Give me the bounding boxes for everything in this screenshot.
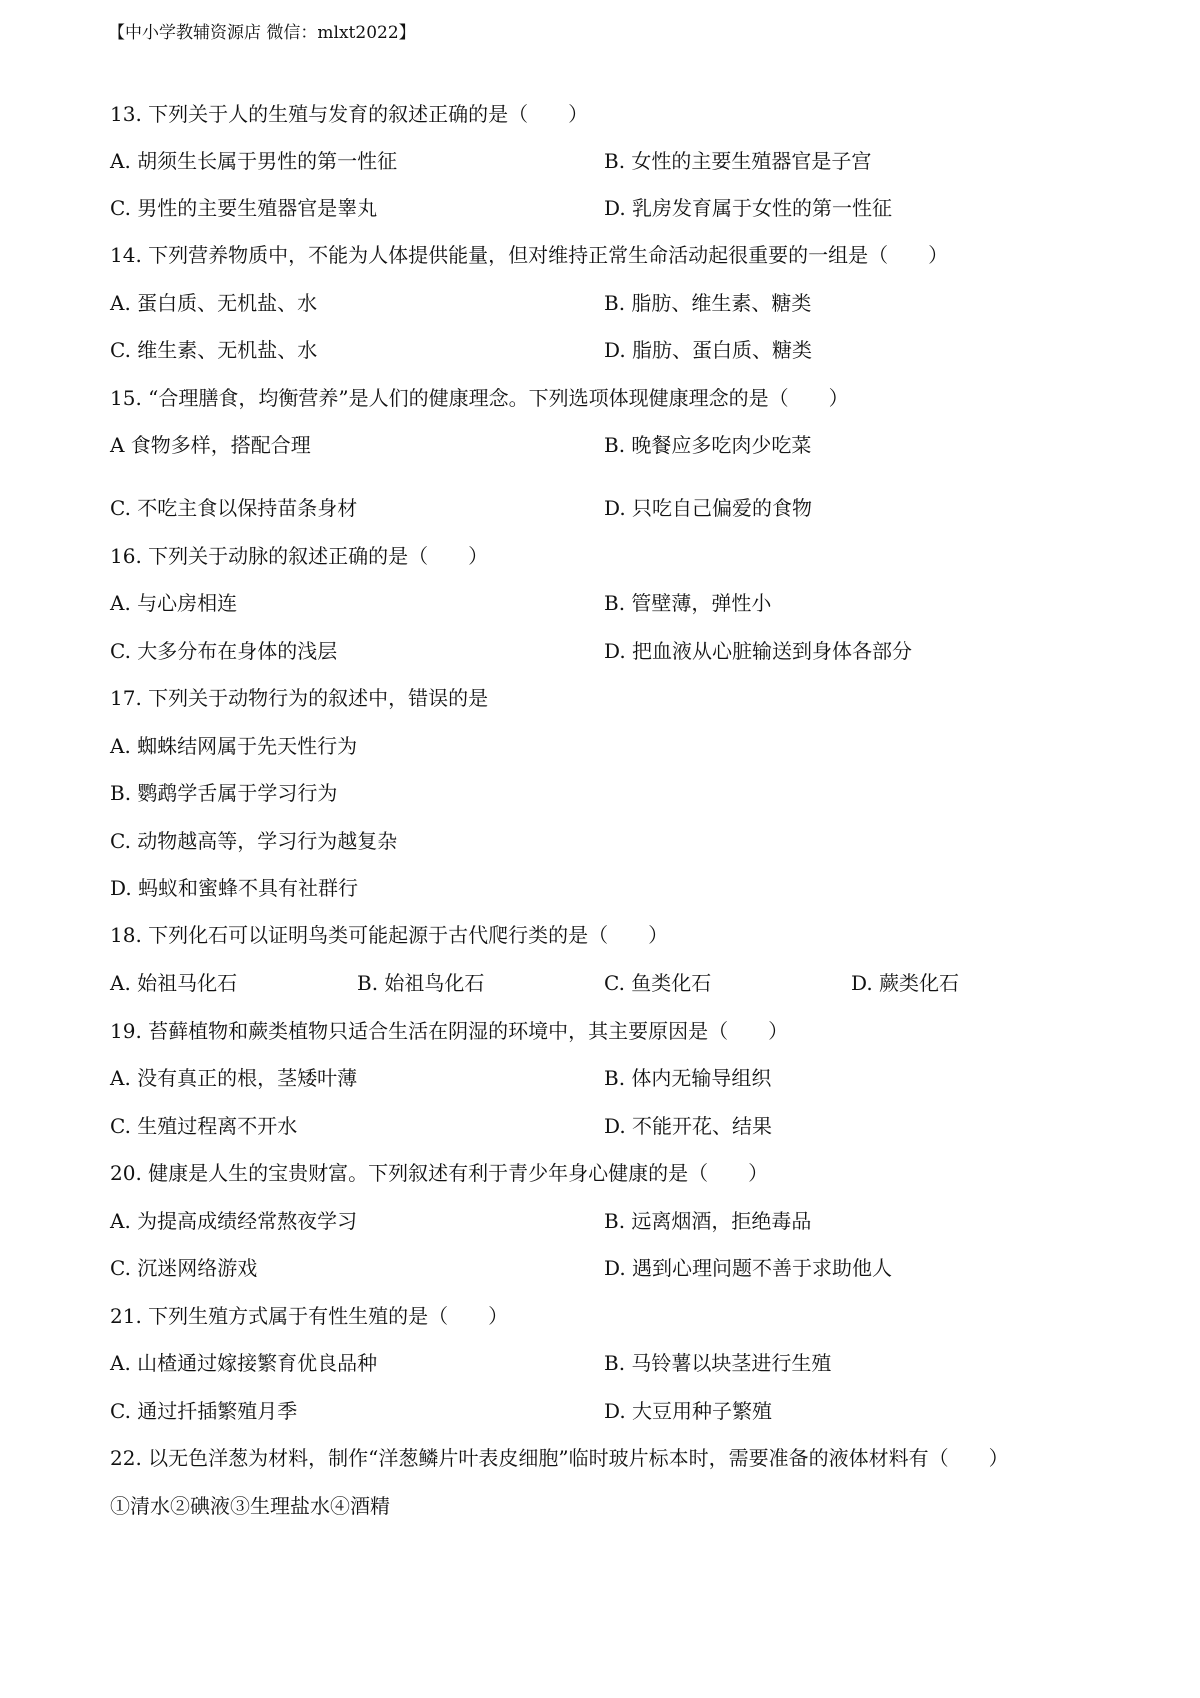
question-21-option-b: B. 马铃薯以块茎进行生殖 [604, 1351, 832, 1375]
question-14-option-c: C. 维生素、无机盐、水 [110, 338, 318, 362]
question-21-option-d: D. 大豆用种子繁殖 [604, 1399, 773, 1423]
question-16-option-a: A. 与心房相连 [110, 591, 238, 615]
question-21-option-a: A. 山楂通过嫁接繁育优良品种 [110, 1351, 378, 1375]
question-18-option-b: B. 始祖鸟化石 [357, 971, 485, 995]
question-14-option-d: D. 脂肪、蛋白质、糖类 [604, 338, 813, 362]
question-13-stem: 13. 下列关于人的生殖与发育的叙述正确的是（ ） [110, 102, 589, 126]
question-15-stem: 15. “合理膳食，均衡营养”是人们的健康理念。下列选项体现健康理念的是（ ） [110, 386, 849, 410]
page-header: 【中小学教辅资源店 微信：mlxt2022】 [108, 23, 416, 43]
question-13-option-b: B. 女性的主要生殖器官是子宫 [604, 149, 872, 173]
question-18-option-c: C. 鱼类化石 [604, 971, 712, 995]
question-19-option-d: D. 不能开花、结果 [604, 1114, 773, 1138]
question-14-option-a: A. 蛋白质、无机盐、水 [110, 291, 318, 315]
question-17-option-d: D. 蚂蚁和蜜蜂不具有社群行 [110, 876, 359, 900]
question-20-option-a: A. 为提高成绩经常熬夜学习 [110, 1209, 358, 1233]
question-16-option-c: C. 大多分布在身体的浅层 [110, 639, 338, 663]
question-13-option-a: A. 胡须生长属于男性的第一性征 [110, 149, 398, 173]
question-21-option-c: C. 通过扦插繁殖月季 [110, 1399, 298, 1423]
question-18-stem: 18. 下列化石可以证明鸟类可能起源于古代爬行类的是（ ） [110, 923, 669, 947]
question-15-option-a: A 食物多样，搭配合理 [110, 433, 311, 457]
question-19-option-a: A. 没有真正的根，茎矮叶薄 [110, 1066, 358, 1090]
question-15-option-b: B. 晚餐应多吃肉少吃菜 [604, 433, 812, 457]
question-18-option-a: A. 始祖马化石 [110, 971, 238, 995]
question-20-stem: 20. 健康是人生的宝贵财富。下列叙述有利于青少年身心健康的是（ ） [110, 1161, 769, 1185]
question-19-stem: 19. 苔藓植物和蕨类植物只适合生活在阴湿的环境中，其主要原因是（ ） [110, 1019, 789, 1043]
question-20-option-c: C. 沉迷网络游戏 [110, 1256, 258, 1280]
question-17-option-a: A. 蜘蛛结网属于先天性行为 [110, 734, 358, 758]
question-15-option-d: D. 只吃自己偏爱的食物 [604, 496, 813, 520]
question-16-stem: 16. 下列关于动脉的叙述正确的是（ ） [110, 544, 489, 568]
question-22-stem: 22. 以无色洋葱为材料，制作“洋葱鳞片叶表皮细胞”临时玻片标本时，需要准备的液体材料有（ ） [110, 1446, 1009, 1470]
question-17-option-b: B. 鹦鹉学舌属于学习行为 [110, 781, 338, 805]
question-19-option-c: C. 生殖过程离不开水 [110, 1114, 298, 1138]
question-14-option-b: B. 脂肪、维生素、糖类 [604, 291, 812, 315]
question-17-stem: 17. 下列关于动物行为的叙述中，错误的是 [110, 686, 489, 710]
question-15-option-c: C. 不吃主食以保持苗条身材 [110, 496, 358, 520]
question-16-option-d: D. 把血液从心脏输送到身体各部分 [604, 639, 913, 663]
question-16-option-b: B. 管壁薄，弹性小 [604, 591, 772, 615]
question-20-option-b: B. 远离烟酒，拒绝毒品 [604, 1209, 812, 1233]
question-20-option-d: D. 遇到心理问题不善于求助他人 [604, 1256, 893, 1280]
question-21-stem: 21. 下列生殖方式属于有性生殖的是（ ） [110, 1304, 509, 1328]
question-13-option-d: D. 乳房发育属于女性的第一性征 [604, 196, 893, 220]
question-19-option-b: B. 体内无输导组织 [604, 1066, 772, 1090]
question-14-stem: 14. 下列营养物质中，不能为人体提供能量，但对维持正常生命活动起很重要的一组是（ ） [110, 243, 949, 267]
question-18-option-d: D. 蕨类化石 [851, 971, 960, 995]
question-13-option-c: C. 男性的主要生殖器官是睾丸 [110, 196, 378, 220]
question-22-items: ①清水②碘液③生理盐水④酒精 [110, 1494, 390, 1518]
question-17-option-c: C. 动物越高等，学习行为越复杂 [110, 829, 398, 853]
